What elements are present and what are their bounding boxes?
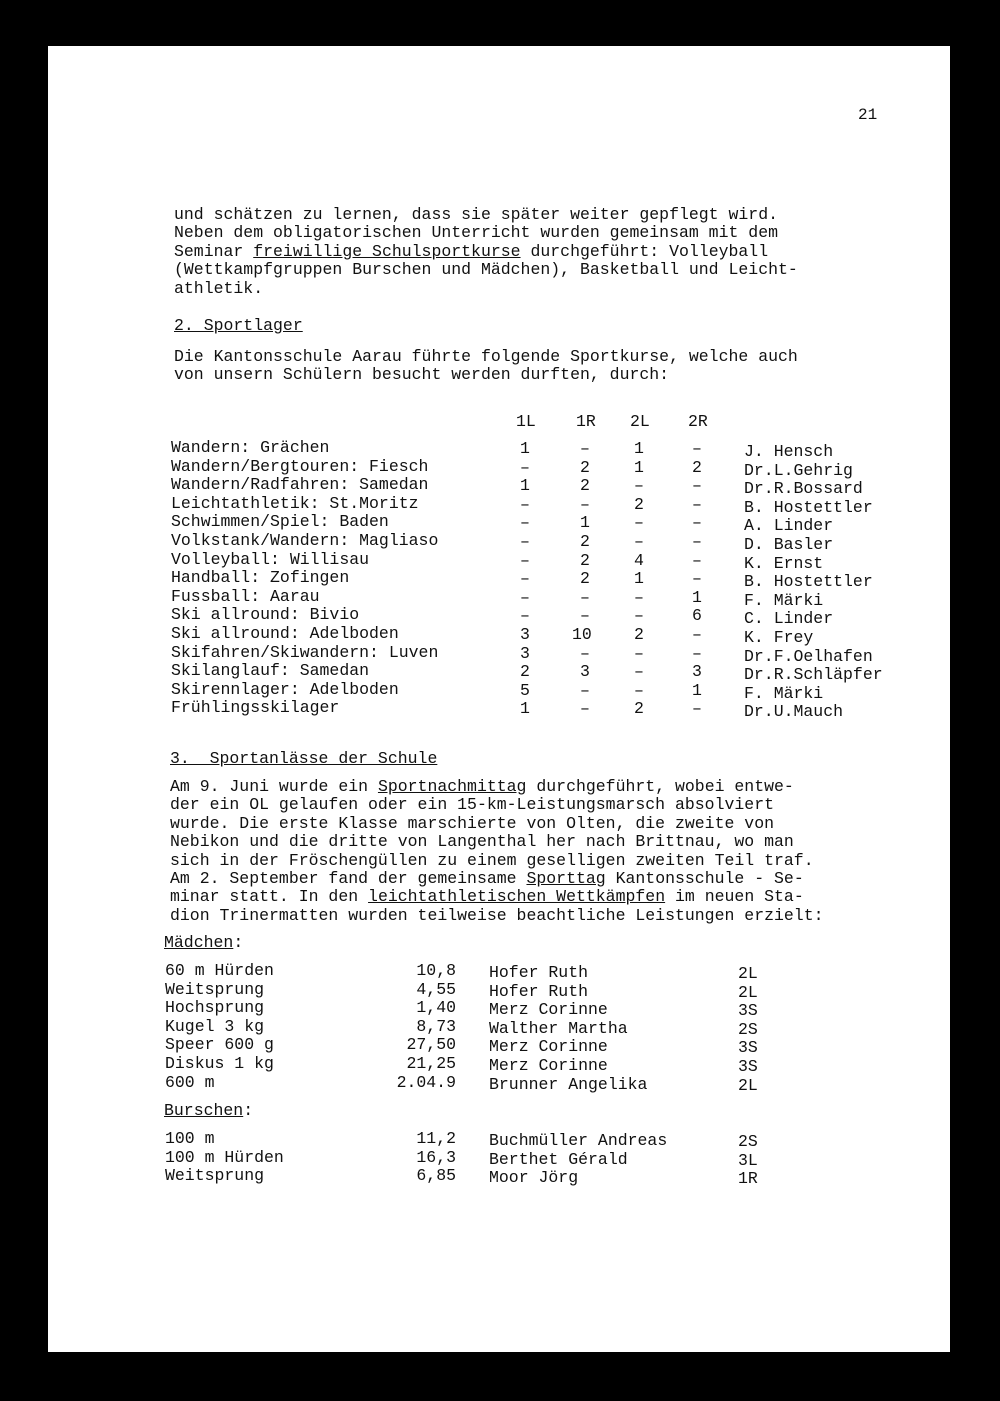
- participant-count: –: [692, 550, 702, 570]
- boys-label-text: Burschen: [164, 1101, 244, 1120]
- class-code: 3S: [738, 1038, 758, 1058]
- participant-count: 1: [520, 439, 530, 458]
- text-fragment: Kantonsschule - Se-: [605, 869, 804, 889]
- participant-count: –: [692, 513, 702, 533]
- participant-count: –: [692, 699, 702, 719]
- participant-count: –: [634, 680, 644, 700]
- participant-count: 2: [580, 532, 590, 551]
- camp-name: Wandern/Radfahren: Samedan: [171, 475, 429, 495]
- participant-count: 3: [692, 662, 702, 682]
- camp-name: Schwimmen/Spiel: Baden: [171, 512, 389, 532]
- camp-name: Volkstank/Wandern: Magliaso: [171, 531, 439, 550]
- participant-count: 10: [572, 625, 592, 644]
- underlined-term: Sportnachmittag: [377, 777, 527, 796]
- text-line: [170, 778, 824, 796]
- participant-count: –: [692, 625, 702, 644]
- participant-count: 1: [580, 513, 590, 533]
- participant-count: 3: [520, 625, 530, 644]
- event-name: 60 m Hürden: [165, 961, 274, 980]
- camp-name: Skirennlager: Adelboden: [171, 679, 399, 699]
- class-code: 2S: [738, 1132, 758, 1151]
- camp-leader: B. Hostettler: [744, 572, 873, 592]
- participant-count: 1: [520, 476, 530, 496]
- text-line: athletik.: [174, 278, 264, 298]
- participant-count: –: [634, 606, 644, 626]
- camp-leader: B. Hostettler: [744, 497, 873, 517]
- camp-name: Wandern/Bergtouren: Fiesch: [171, 456, 429, 476]
- text-line: Neben dem obligatorischen Unterricht wurden gemeinsam mit dem: [174, 223, 778, 243]
- participant-count: 2: [580, 550, 590, 570]
- text-fragment: durchgeführt, wobei entwe-: [526, 777, 794, 796]
- participant-count: –: [580, 680, 590, 700]
- camp-leader: Dr.L.Gehrig: [744, 460, 853, 480]
- camp-name: Volleyball: Willisau: [171, 549, 370, 569]
- participant-count: –: [520, 587, 530, 607]
- event-name: 600 m: [165, 1072, 215, 1092]
- result-value: 27,50: [406, 1035, 456, 1055]
- class-code: 3S: [738, 1001, 758, 1021]
- camp-leader: C. Linder: [744, 609, 834, 629]
- text-line: dion Trinermatten wurden teilweise beachtliche Leistungen erzielt:: [170, 905, 824, 925]
- participant-count: 6: [692, 606, 702, 626]
- result-value: 6,85: [416, 1166, 456, 1186]
- athlete-name: Berthet Gérald: [489, 1149, 628, 1169]
- participant-count: –: [520, 532, 530, 551]
- underlined-term: Sporttag: [526, 869, 606, 889]
- participant-count: 3: [580, 662, 590, 682]
- text-fragment: Seminar: [174, 241, 254, 261]
- athlete-name: Hofer Ruth: [489, 963, 589, 982]
- participant-count: –: [692, 532, 702, 551]
- underlined-term: leichtathletischen Wettkämpfen: [368, 887, 666, 907]
- participant-count: 2: [580, 457, 590, 477]
- class-code: 1R: [738, 1169, 758, 1189]
- camp-leader: K. Frey: [744, 628, 814, 647]
- participant-count: –: [634, 532, 644, 551]
- girls-label: Mädchen:: [164, 933, 244, 952]
- camp-name: Skilanglauf: Samedan: [171, 661, 370, 681]
- class-code: 2L: [738, 982, 758, 1002]
- result-value: 2.04.9: [396, 1072, 456, 1092]
- athlete-name: Merz Corinne: [489, 1037, 608, 1057]
- section-heading: 2. Sportlager: [174, 316, 303, 335]
- camp-name: Handball: Zofingen: [171, 568, 350, 588]
- participant-count: –: [520, 569, 530, 589]
- column-header: 1L: [516, 412, 536, 431]
- text-line: [170, 870, 824, 888]
- participant-count: –: [634, 476, 644, 496]
- event-name: Speer 600 g: [165, 1035, 274, 1055]
- athlete-name: Merz Corinne: [489, 1000, 608, 1020]
- athlete-name: Brunner Angelika: [489, 1074, 648, 1094]
- text-fragment: Am 9. Juni wurde ein: [170, 777, 378, 796]
- text-line: der ein OL gelaufen oder ein 15-km-Leistungsmarsch absolviert: [170, 795, 774, 815]
- camp-leader: A. Linder: [744, 516, 834, 536]
- text-fragment: im neuen Sta-: [665, 887, 804, 907]
- participant-count: 2: [580, 569, 590, 589]
- column-header: 2R: [688, 412, 708, 431]
- camp-leader: Dr.R.Schläpfer: [744, 665, 883, 685]
- participant-count: 3: [520, 643, 530, 663]
- text-line: sich in der Fröschengüllen zu einem geselligen zweiten Teil traf.: [170, 850, 814, 870]
- girls-label-text: Mädchen: [164, 933, 234, 952]
- camp-name: Skifahren/Skiwandern: Luven: [171, 642, 439, 662]
- result-value: 11,2: [416, 1129, 456, 1148]
- participant-count: –: [580, 494, 590, 514]
- participant-count: 2: [580, 476, 590, 496]
- athlete-name: Walther Martha: [489, 1018, 628, 1038]
- text-fragment: minar statt. In den: [170, 887, 369, 907]
- participant-count: –: [692, 494, 702, 514]
- text-line: wurde. Die erste Klasse marschierte von Olten, die zweite von: [170, 813, 774, 833]
- event-name: Diskus 1 kg: [165, 1054, 274, 1073]
- event-name: 100 m Hürden: [165, 1147, 284, 1167]
- column-header: 1R: [576, 412, 596, 431]
- participant-count: –: [692, 643, 702, 663]
- class-code: 3S: [738, 1057, 758, 1076]
- participant-count: –: [520, 606, 530, 626]
- participant-count: 1: [692, 587, 702, 607]
- camp-leader: F. Märki: [744, 590, 824, 610]
- athlete-name: Buchmüller Andreas: [489, 1131, 668, 1150]
- camp-name: Ski allround: Bivio: [171, 605, 360, 625]
- camp-leader: K. Ernst: [744, 553, 824, 573]
- text-fragment: durchgeführt: Volleyball: [520, 241, 769, 261]
- participant-count: 2: [634, 699, 644, 719]
- participant-count: –: [580, 439, 590, 458]
- camp-leader: Dr.R.Bossard: [744, 479, 863, 499]
- text-line: (Wettkampfgruppen Burschen und Mädchen), Basketball und Leicht-: [174, 260, 798, 280]
- camp-leader: J. Hensch: [744, 442, 834, 461]
- class-code: 2L: [738, 964, 758, 983]
- text-line: Nebikon und die dritte von Langenthal her nach Brittnau, wo man: [170, 832, 794, 852]
- participant-count: 1: [634, 569, 644, 589]
- text-fragment: Am 2. September fand der gemeinsame: [170, 869, 527, 889]
- camp-leader: Dr.F.Oelhafen: [744, 646, 873, 666]
- participant-count: –: [580, 643, 590, 663]
- text-line: Die Kantonsschule Aarau führte folgende Sportkurse, welche auch: [174, 347, 798, 366]
- participant-count: –: [692, 439, 702, 458]
- camp-leader: Dr.U.Mauch: [744, 702, 844, 722]
- intro-paragraph: [174, 206, 798, 298]
- participant-count: –: [580, 587, 590, 607]
- column-header: 2L: [630, 412, 650, 431]
- result-value: 4,55: [416, 979, 456, 999]
- participant-count: 2: [692, 457, 702, 477]
- participant-count: –: [520, 494, 530, 514]
- event-name: Hochsprung: [165, 998, 265, 1018]
- camp-name: Frühlingsskilager: [171, 698, 340, 718]
- participant-count: 1: [692, 680, 702, 700]
- event-name: Weitsprung: [165, 1166, 265, 1186]
- participant-count: –: [692, 476, 702, 496]
- sportanlaesse-paragraph: [170, 778, 824, 925]
- result-value: 1,40: [416, 998, 456, 1018]
- section-heading: 3. Sportanlässe der Schule: [170, 749, 438, 768]
- participant-count: 2: [634, 494, 644, 514]
- camp-name: Ski allround: Adelboden: [171, 624, 399, 643]
- athlete-name: Merz Corinne: [489, 1056, 608, 1075]
- result-value: 10,8: [416, 961, 456, 980]
- athlete-name: Hofer Ruth: [489, 981, 589, 1001]
- text-line: [174, 243, 798, 261]
- class-code: 2L: [738, 1075, 758, 1095]
- participant-count: –: [634, 513, 644, 533]
- camp-name: Fussball: Aarau: [171, 586, 320, 606]
- participant-count: 1: [520, 699, 530, 719]
- result-value: 21,25: [406, 1054, 456, 1073]
- participant-count: –: [580, 699, 590, 719]
- participant-count: 1: [634, 439, 644, 458]
- participant-count: –: [520, 513, 530, 533]
- participant-count: –: [634, 662, 644, 682]
- class-code: 2S: [738, 1019, 758, 1039]
- page-number: 21: [858, 106, 878, 124]
- participant-count: 2: [634, 625, 644, 644]
- text-line: von unsern Schülern besucht werden durften, durch:: [174, 365, 670, 385]
- participant-count: 1: [634, 457, 644, 477]
- event-name: Kugel 3 kg: [165, 1016, 265, 1036]
- participant-count: –: [520, 550, 530, 570]
- participant-count: 4: [634, 550, 644, 570]
- participant-count: –: [580, 606, 590, 626]
- camp-name: Wandern: Grächen: [171, 438, 330, 457]
- class-code: 3L: [738, 1150, 758, 1170]
- boys-label: Burschen:: [164, 1101, 254, 1120]
- event-name: 100 m: [165, 1129, 215, 1148]
- athlete-name: Moor Jörg: [489, 1168, 579, 1188]
- camp-name: Leichtathletik: St.Moritz: [171, 493, 419, 513]
- text-line: [170, 888, 824, 906]
- camp-leader: D. Basler: [744, 535, 834, 554]
- participant-count: 5: [520, 680, 530, 700]
- camp-leader: F. Märki: [744, 683, 824, 703]
- result-value: 16,3: [416, 1147, 456, 1167]
- underlined-term: freiwillige Schulsportkurse: [253, 241, 521, 261]
- event-name: Weitsprung: [165, 979, 265, 999]
- sportlager-intro: [174, 348, 798, 385]
- participant-count: 2: [520, 662, 530, 682]
- participant-count: –: [692, 569, 702, 589]
- participant-count: –: [634, 643, 644, 663]
- result-value: 8,73: [416, 1016, 456, 1036]
- text-line: und schätzen zu lernen, dass sie später weiter gepflegt wird.: [174, 205, 778, 224]
- participant-count: –: [634, 587, 644, 607]
- participant-count: –: [520, 457, 530, 477]
